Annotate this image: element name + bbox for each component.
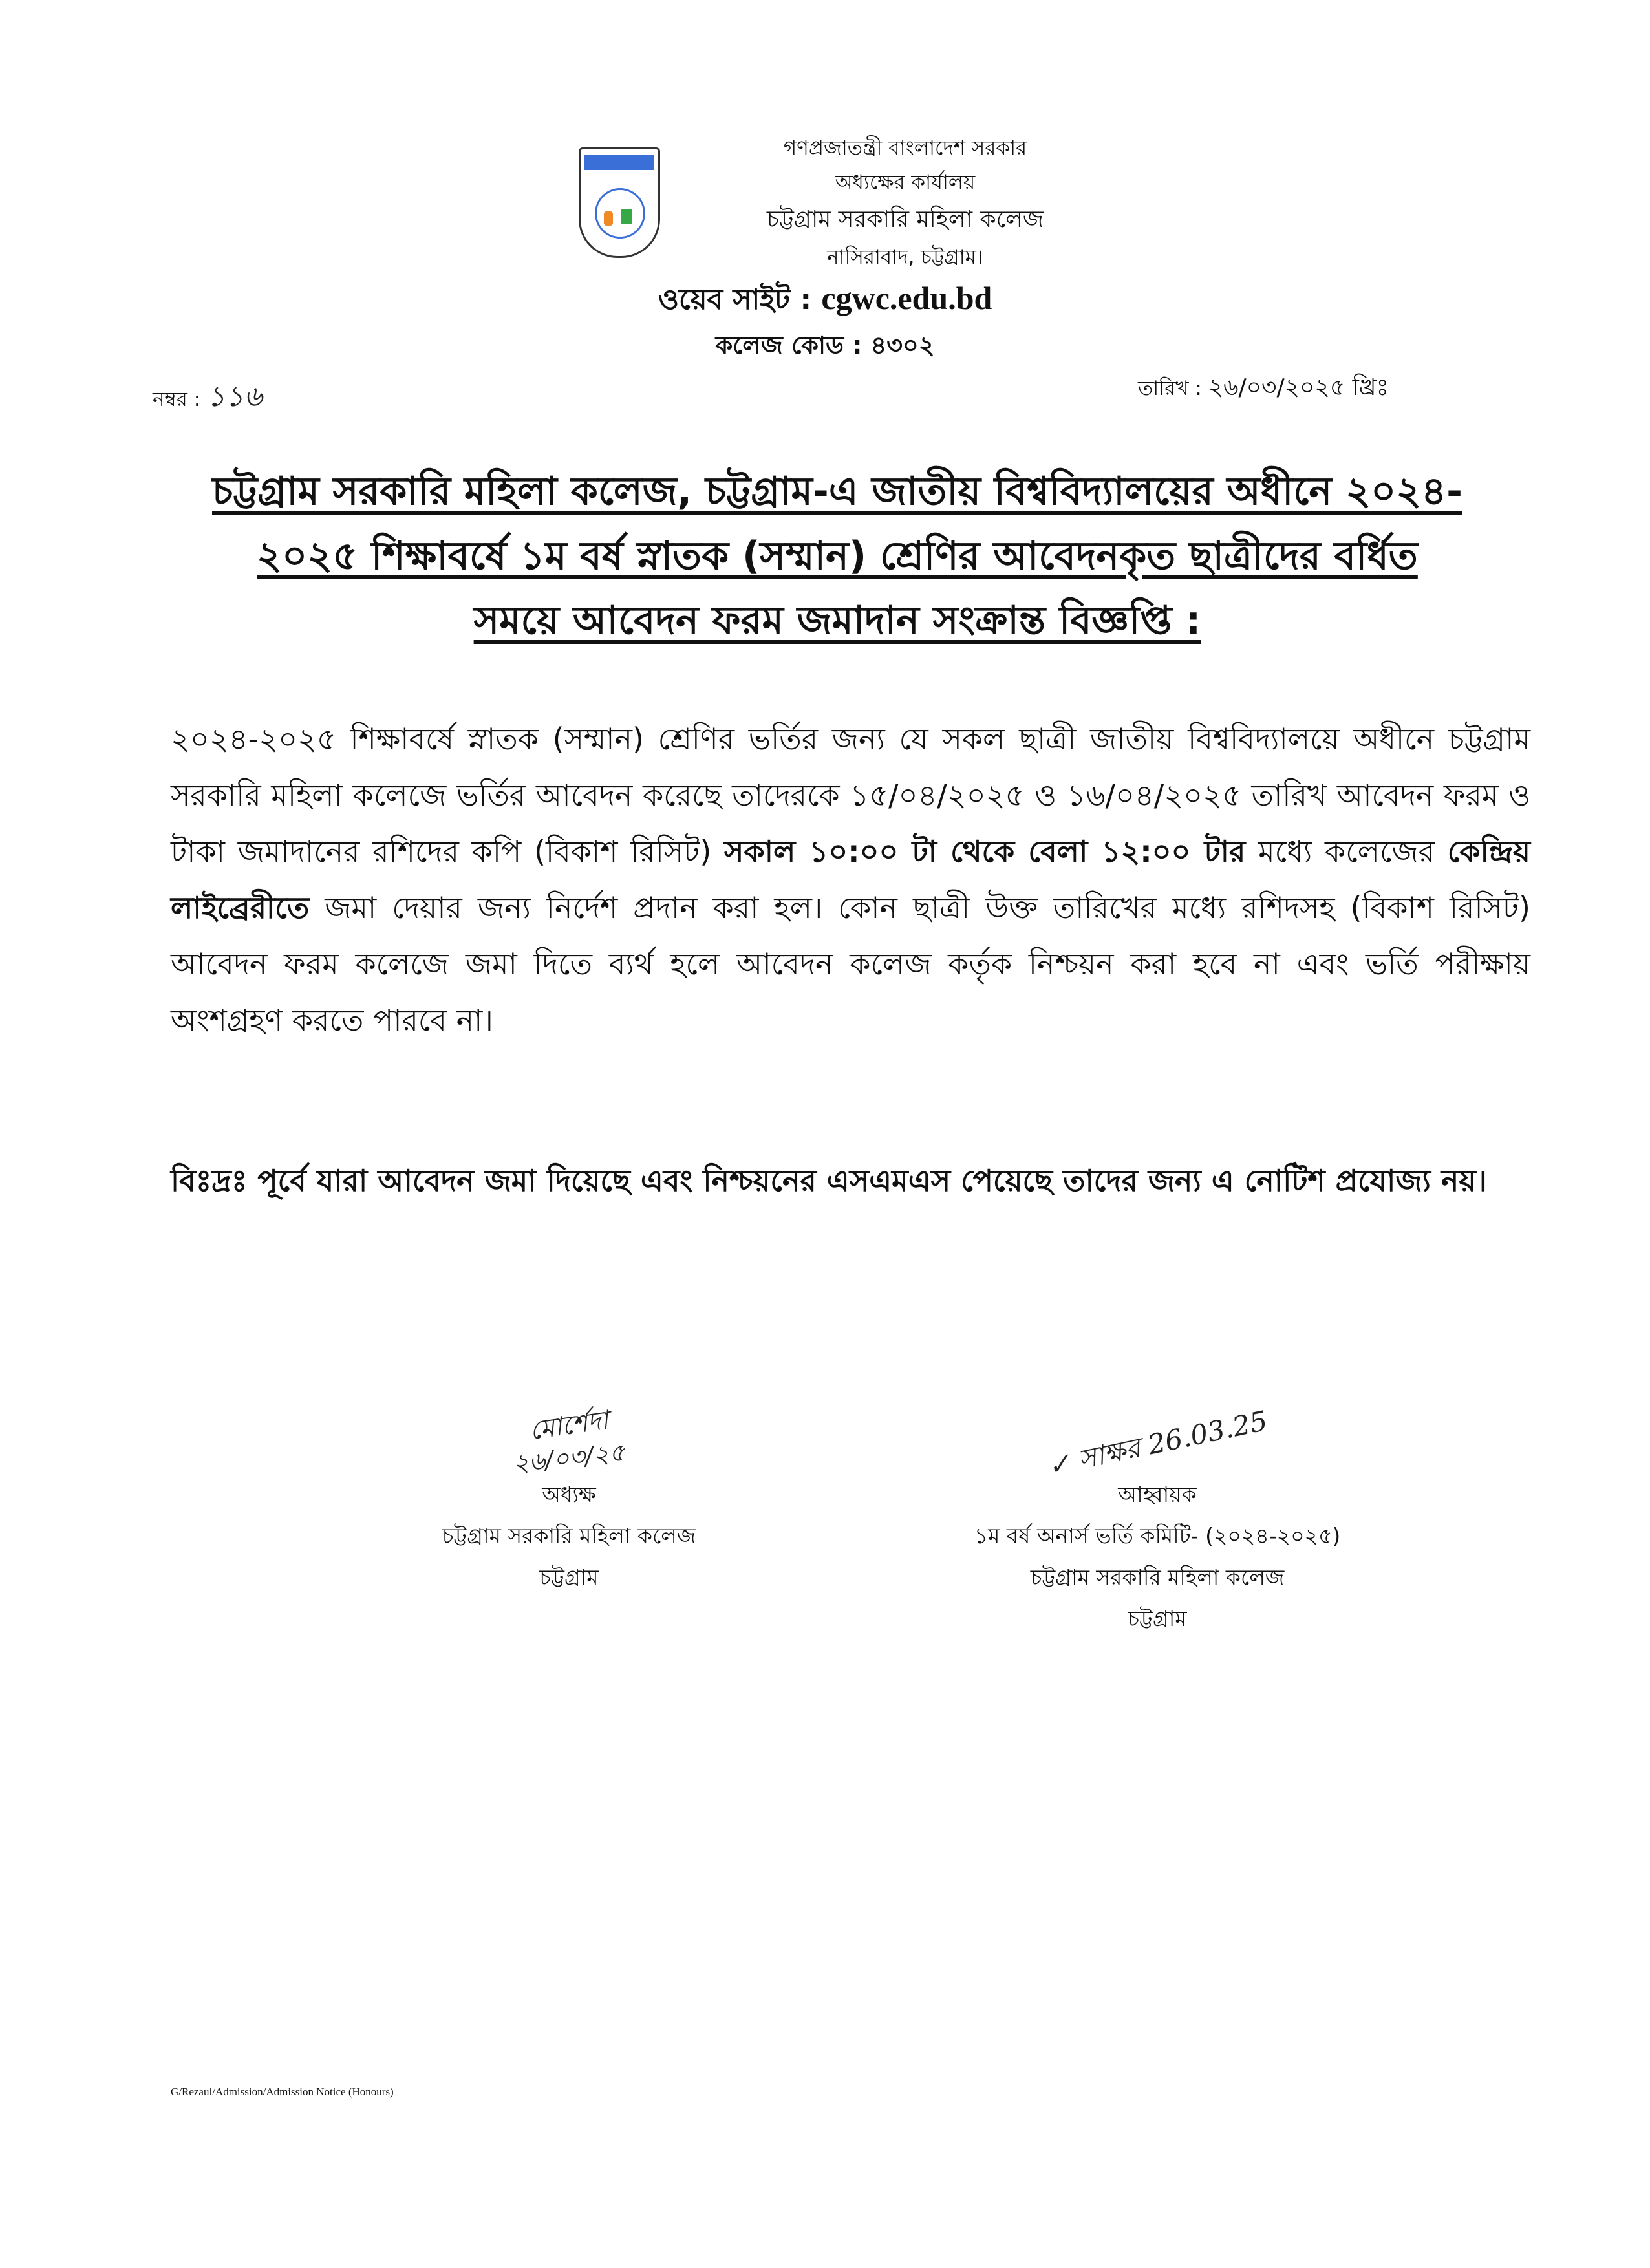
notice-note: বিঃদ্রঃ পূর্বে যারা আবেদন জমা দিয়েছে এবং নিশ্চয়নের এসএমএস পেয়েছে তাদের জন্য এ নোটিশ প্রযোজ্য নয়।	[171, 1163, 1487, 1198]
title-line-1: চট্টগ্রাম সরকারি মহিলা কলেজ, চট্টগ্রাম-এ জাতীয় বিশ্ববিদ্যালয়ের অধীনে ২০২৪-	[212, 469, 1462, 514]
principal-city: চট্টগ্রাম	[539, 1565, 599, 1590]
title-line-3: সময়ে আবেদন ফরম জমাদান সংক্রান্ত বিজ্ঞপ্তি :	[473, 598, 1201, 643]
signatory-convener	[899, 1404, 1416, 1640]
body-text: ২০২৪-২০২৫ শিক্ষাবর্ষে স্নাতক (সম্মান) শ্রেণির ভর্তির জন্য যে সকল ছাত্রী জাতীয় বিশ্ববিদ্যালয়ে অধীনে চট্টগ্রাম সরকারি মহিলা কলেজে ভর্তির আবেদন করেছে তাদেরকে ১৫/০৪/২০২৫ ও ১৬/০৪/২০২৫ তারিখ আবেদন ফরম ও টাকা জমাদানের রশিদের কপি (বিকাশ রিসিট)	[171, 722, 1530, 869]
code-value: ৪৩০২	[870, 331, 935, 359]
convener-committee: ১ম বর্ষ অনার্স ভর্তি কমিটি- (২০২৪-২০২৫)	[974, 1523, 1341, 1548]
memo-number-value: ১১৬	[206, 380, 262, 413]
convener-city: চট্টগ্রাম	[1128, 1606, 1187, 1631]
header-government: গণপ্রজাতন্ত্রী বাংলাদেশ সরকার	[783, 136, 1027, 160]
memo-date-value: ২৬/০৩/২০২৫ খ্রিঃ	[1208, 374, 1389, 401]
memo-number-label: নম্বর :	[153, 388, 201, 411]
body-text: মধ্যে কলেজের	[1245, 834, 1448, 869]
code-label: কলেজ কোড :	[715, 331, 862, 359]
website-label: ওয়েব সাইট :	[658, 283, 812, 316]
signatory-principal	[362, 1405, 776, 1598]
principal-signed-date: ২৬/০৩/২৫	[511, 1438, 627, 1478]
memo-number	[153, 375, 262, 422]
header-college-code	[0, 326, 1650, 368]
header-office: অধ্যক্ষের কার্যালয়	[835, 171, 976, 194]
header-address: নাসিরাবাদ, চট্টগ্রাম।	[827, 246, 983, 269]
header-website	[0, 278, 1650, 325]
title-line-2: ২০২৫ শিক্ষাবর্ষে ১ম বর্ষ স্নাতক (সম্মান) শ্রেণির আবেদনকৃত ছাত্রীদের বর্ধিত	[257, 533, 1418, 579]
principal-org: চট্টগ্রাম সরকারি মহিলা কলেজ	[442, 1523, 696, 1548]
convener-org: চট্টগ্রাম সরকারি মহিলা কলেজ	[1030, 1565, 1285, 1590]
header-college: চট্টগ্রাম সরকারি মহিলা কলেজ	[766, 206, 1044, 233]
website-link[interactable]: cgwc.edu.bd	[821, 280, 992, 316]
memo-date	[1138, 370, 1389, 409]
principal-role: অধ্যক্ষ	[542, 1482, 596, 1507]
body-location-highlight: কেন্দ্রিয় লাইব্রেরীতে	[171, 834, 1530, 925]
memo-date-label: তারিখ :	[1138, 377, 1202, 400]
notice-title	[162, 459, 1513, 653]
principal-signature: মোর্শেদা	[528, 1405, 610, 1446]
convener-signature: ✓ সাক্ষর 26.03.25	[1044, 1404, 1270, 1482]
convener-role: আহ্বায়ক	[1118, 1482, 1197, 1507]
body-time-highlight: সকাল ১০:০০ টা থেকে বেলা ১২:০০ টার	[724, 834, 1246, 869]
body-text: জমা দেয়ার জন্য নির্দেশ প্রদান করা হল। কোন ছাত্রী উক্ত তারিখের মধ্যে রশিদসহ (বিকাশ রিসিট) আবেদন ফরম কলেজে জমা দিতে ব্যর্থ হলে আবেদন কলেজ কর্তৃক নিশ্চয়ন করা হবে না এবং ভর্তি পরীক্ষায় অংশগ্রহণ করতে পারবে না।	[171, 890, 1530, 1038]
notice-body	[171, 711, 1530, 1049]
footer-file-path: G/Rezaul/Admission/Admission Notice (Honours)	[171, 2086, 394, 2098]
convener-signed-date: 26.03.25	[1145, 1404, 1270, 1461]
